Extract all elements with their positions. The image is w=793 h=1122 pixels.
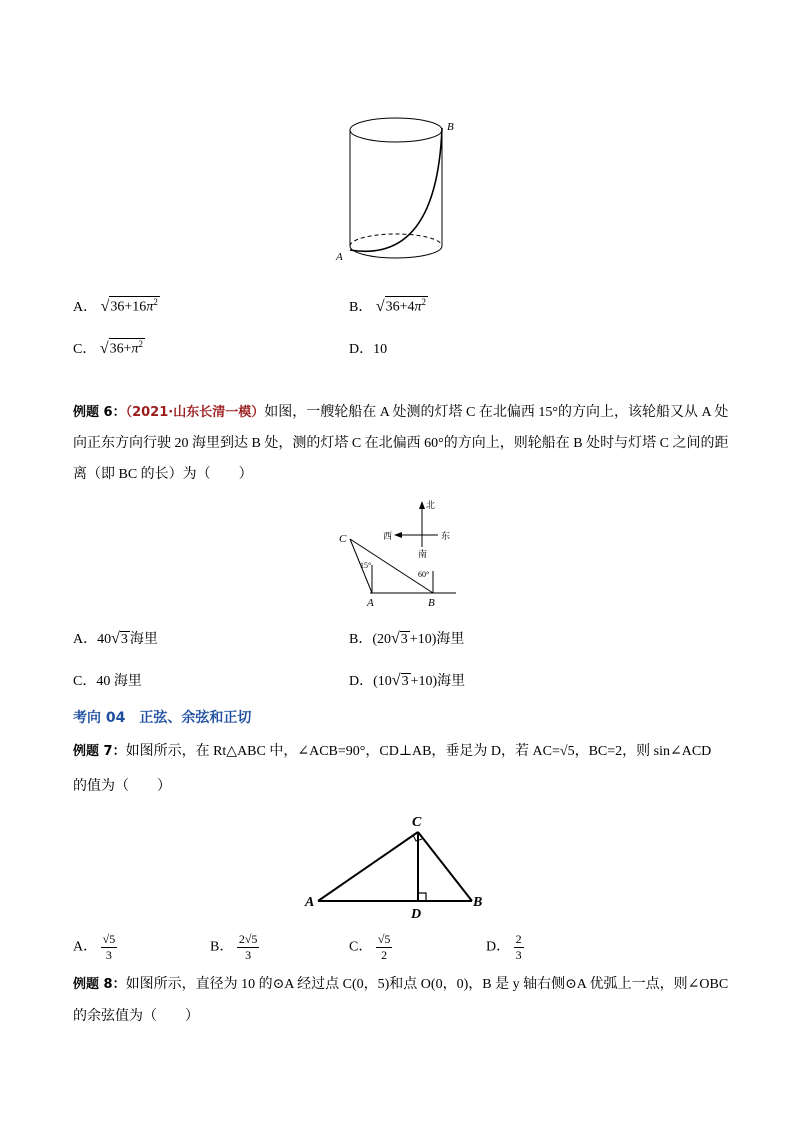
q7-option-d[interactable]: D． $\frac{2}{3}$ — [486, 932, 522, 962]
cyl-label-b: B — [447, 121, 454, 133]
lighthouse-label-c: C — [339, 533, 347, 545]
q5-option-d[interactable]: D．10 — [349, 342, 388, 357]
q5-option-b-value: $36+4\pi^2$ — [385, 297, 427, 315]
q6-text: 例题 6：（2021·山东长清一模）如图，一艘轮船在 A 处测的灯塔 C 在北偏西 15°的方向上，该轮船又从 A 处 向正东方向行驶 20 海里到达 B 处，测的灯塔 C 在北偏西 60°的方向上，则轮船在 B 处时与灯塔 C 之间的距 离（即 BC 的长）为（ ） — [73, 405, 729, 482]
q5-option-c[interactable]: C． $√36+\pi^2$ — [73, 339, 144, 357]
q8-text: 例题 8：如图所示，直径为 10 的⊙A 经过点 C(0，5)和点 O(0，0)，B 是 y 轴右侧⊙A 优弧上一点，则∠OBC 的余弦值为（ ） — [73, 977, 729, 1024]
q5-option-c-value: $36+\pi^2$ — [109, 339, 144, 357]
triangle-label-d: D — [411, 907, 422, 922]
lighthouse-label-b: B — [428, 597, 435, 609]
compass-south: 南 — [418, 549, 428, 559]
triangle-label-c: C — [412, 815, 422, 830]
q5-option-b[interactable]: B． $√36+4\pi^2$ — [349, 297, 427, 315]
q5-option-a-value: $36+16\pi^2$ — [110, 297, 158, 315]
angle-60: 60° — [418, 570, 430, 579]
compass-east: 东 — [441, 531, 451, 541]
right-triangle-figure — [300, 810, 500, 922]
section-heading: 考向 04 正弦、余弦和正切 — [73, 710, 252, 726]
q5-option-d-value: 10 — [373, 342, 388, 357]
q7-option-c[interactable]: C． $\frac{√5}{2}$ — [349, 932, 391, 962]
compass-north: 北 — [426, 500, 436, 510]
lighthouse-figure — [330, 495, 470, 610]
q7-option-a-frac: $\frac{√5}{3}$ — [102, 932, 116, 962]
q5-option-a[interactable]: A． $√36+16\pi^2$ — [73, 297, 158, 315]
q6-label: 例题 6： — [73, 405, 126, 420]
q7-option-d-frac: $\frac{2}{3}$ — [515, 932, 522, 962]
triangle-label-b: B — [473, 895, 483, 910]
q7-option-b[interactable]: B． $\frac{2√5}{3}$ — [210, 932, 258, 962]
q6-source: （2021·山东长清一模） — [125, 405, 265, 420]
q7-option-c-frac: $\frac{√5}{2}$ — [377, 932, 391, 962]
q6-option-c[interactable]: C．40 海里 — [73, 674, 142, 689]
q6-option-b[interactable]: B．(20√3 +10)海里 — [349, 630, 465, 647]
compass-west: 西 — [383, 531, 393, 541]
cylinder-figure — [330, 110, 470, 270]
q7-option-a[interactable]: A． $\frac{√5}{3}$ — [73, 932, 116, 962]
lighthouse-label-a: A — [367, 597, 374, 609]
q7-label: 例题 7： — [73, 744, 126, 759]
q8-label: 例题 8： — [73, 977, 126, 992]
q6-option-d[interactable]: D．(10√3 +10)海里 — [349, 672, 466, 689]
q7-option-b-frac: $\frac{2√5}{3}$ — [238, 932, 258, 962]
angle-15: 15° — [360, 561, 372, 570]
triangle-label-a: A — [305, 895, 315, 910]
q7-text: 例题 7：如图所示，在 Rt△ABC 中，∠ACB=90°，CD⊥AB，垂足为 D，若 AC=√5，BC=2，则 sin∠ACD 的值为（ ） — [73, 744, 712, 794]
q6-option-a[interactable]: A．40√3 海里 — [73, 630, 158, 647]
cyl-label-a: A — [336, 251, 343, 263]
